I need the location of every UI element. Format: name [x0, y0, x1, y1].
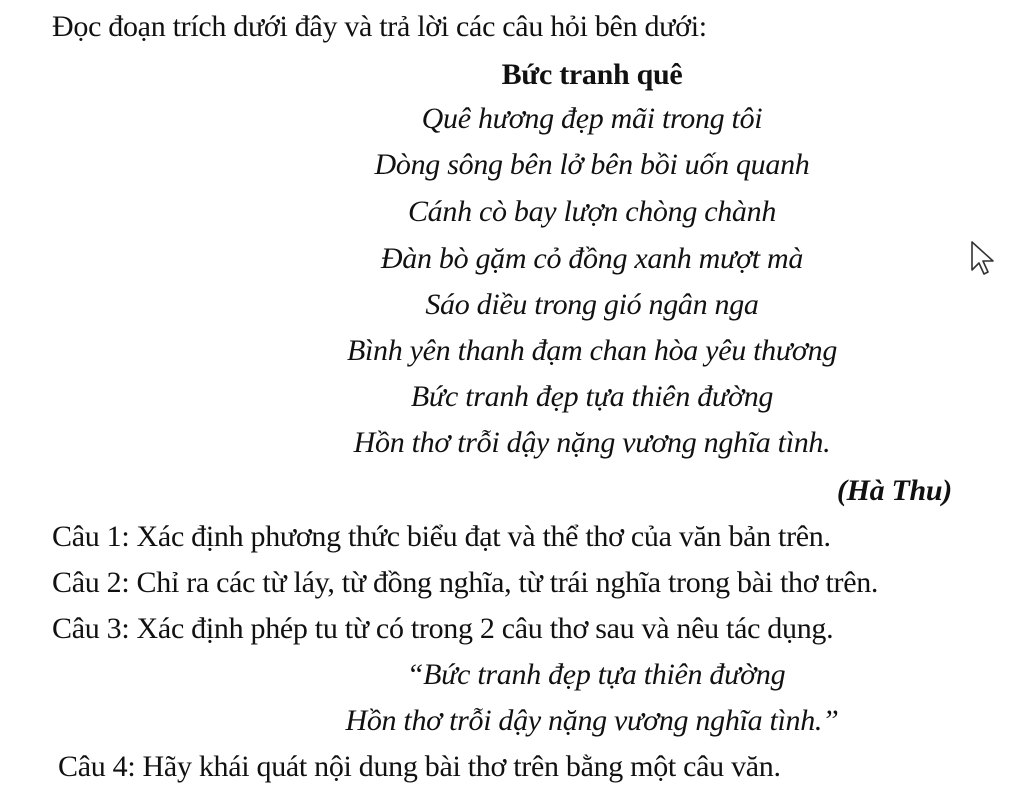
- quote-line-2: Hồn thơ trỗi dậy nặng vương nghĩa tình.”: [345, 704, 839, 737]
- poem-line-2: Dòng sông bên lở bên bồi uốn quanh: [374, 148, 810, 181]
- poem-line-3: Cánh cò bay lượn chòng chành: [407, 195, 777, 228]
- poem-title: Bức tranh quê: [501, 58, 683, 91]
- poem-line-1: Quê hương đẹp mãi trong tôi: [421, 102, 763, 135]
- intro-text: Đọc đoạn trích dưới đây và trả lời các câu hỏi bên dưới:: [52, 10, 707, 43]
- poem-author: (Hà Thu): [836, 474, 952, 507]
- poem-line-5: Sáo diều trong gió ngân nga: [425, 288, 759, 321]
- poem-line-6: Bình yên thanh đạm chan hòa yêu thương: [346, 334, 838, 367]
- quote-line-1: “Bức tranh đẹp tựa thiên đường: [406, 658, 786, 691]
- question-4: Câu 4: Hãy khái quát nội dung bài thơ trên bằng một câu văn.: [58, 750, 781, 783]
- poem-line-7: Bức tranh đẹp tựa thiên đường: [410, 380, 774, 413]
- poem-line-4: Đàn bò gặm cỏ đồng xanh mượt mà: [380, 242, 804, 275]
- poem-line-8: Hồn thơ trỗi dậy nặng vương nghĩa tình.: [353, 426, 831, 459]
- question-1: Câu 1: Xác định phương thức biểu đạt và thể thơ của văn bản trên.: [52, 520, 831, 553]
- mouse-pointer-icon: [970, 240, 996, 276]
- question-3: Câu 3: Xác định phép tu từ có trong 2 câu thơ sau và nêu tác dụng.: [52, 612, 834, 645]
- question-2: Câu 2: Chỉ ra các từ láy, từ đồng nghĩa, từ trái nghĩa trong bài thơ trên.: [52, 566, 879, 599]
